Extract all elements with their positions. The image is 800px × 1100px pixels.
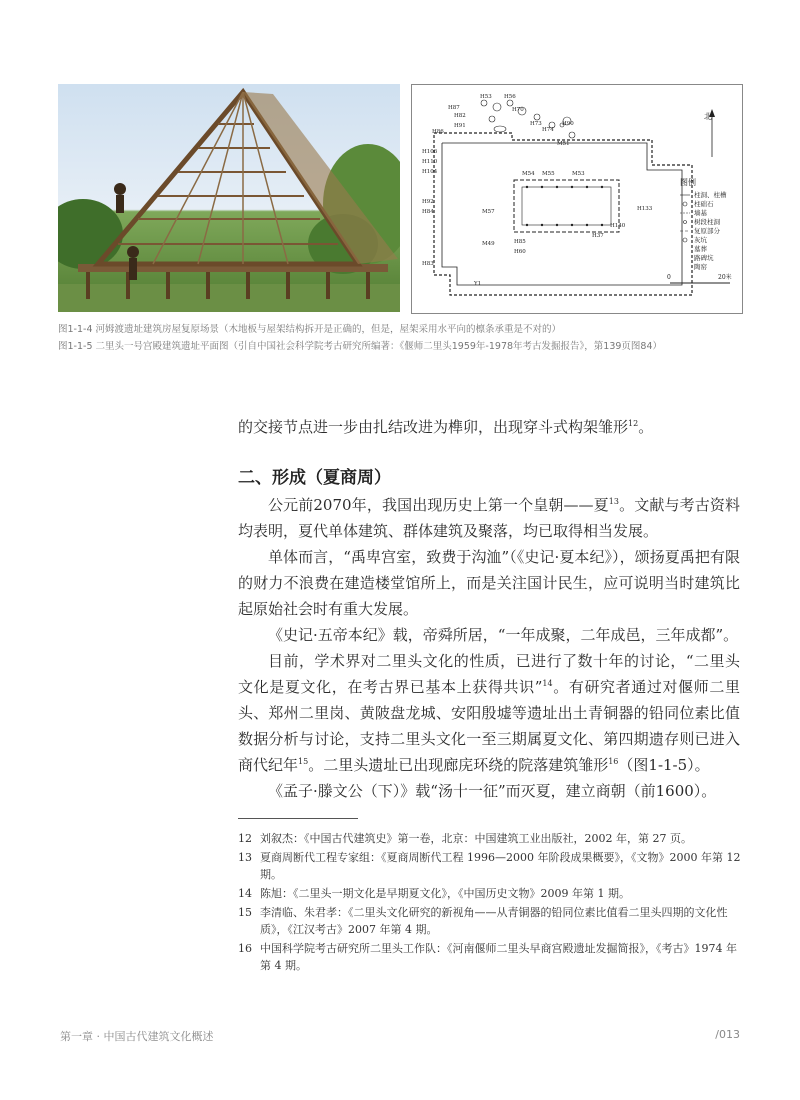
plan-label-19: H133 [637, 206, 653, 212]
plan-label-23: H60 [514, 249, 526, 255]
footnote-item [238, 849, 743, 883]
legend-item-5: 灰坑 [694, 236, 707, 244]
footnote-divider [238, 818, 358, 819]
plan-label-2: H87 [448, 105, 460, 111]
footnote-text: 陈旭：《二里头一期文化是早期夏文化》，《中国历史文物》2009 年第 1 期。 [260, 887, 630, 900]
plan-label-1: H56 [504, 94, 516, 100]
figure-captions [58, 321, 748, 355]
plan-label-9: H91 [454, 123, 466, 129]
footnote-text: 中国科学院考古研究所二里头工作队：《河南偃师二里头早商宫殿遗址发掘简报》，《考古》1974 年第 4 期。 [260, 942, 737, 972]
plan-label-25: H37 [592, 233, 604, 239]
continuation-paragraph: 的交接节点进一步由扎结改进为榫卯，出现穿斗式构架雏形$^{12}$。 [238, 418, 654, 436]
plan-label-26: H83 [422, 261, 434, 267]
footnote-number: 12 [238, 832, 252, 845]
footnote-item [238, 940, 743, 974]
footnote-item [238, 830, 743, 847]
legend-item-4: 复原部分 [694, 227, 720, 235]
plan-label-16: M53 [572, 171, 585, 177]
paragraph-2: 单体而言，“禹卑宫室，致费于沟洫”（《史记·夏本纪》），颂扬夏禹把有限的财力不浪费在建造楼堂馆所上，而是关注国计民生，应可说明当时建筑比起原始社会时有重大发展。 [238, 548, 740, 618]
legend-item-3: 树段柱洞 [694, 218, 720, 226]
paragraph-1: 公元前2070年，我国出现历史上第一个皇朝——夏$^{13}$。文献与考古资料均表明，夏代单体建筑、群体建筑及聚落，均已取得相当发展。 [238, 496, 740, 540]
plan-label-12: H106 [422, 149, 438, 155]
plan-label-4: H82 [454, 113, 466, 119]
plan-label-3: H70 [512, 107, 524, 113]
plan-label-13: H110 [422, 159, 438, 165]
plan-label-8: H86 [432, 129, 444, 135]
continuation-text: 的交接节点进一步由扎结改进为榫卯，出现穿斗式构架雏形 [238, 418, 629, 436]
plan-label-22: H85 [514, 239, 526, 245]
footnote-ref-16[interactable]: 16 [608, 757, 619, 766]
caption-fig-1-1-5: 图1-1-5 二里头一号宫殿建筑遗址平面图（引自中国社会科学院考古研究所编著：《偃师二里头1959年-1978年考古发掘报告》，第139页图84） [58, 341, 663, 352]
north-label: 北 [704, 112, 712, 121]
footnote-item [238, 904, 743, 938]
paragraph-4: 目前，学术界对二里头文化的性质，已进行了数十年的讨论，“二里头文化是夏文化，在考古界已基本上获得共识”$^{14}$。有研究者通过对偃师二里头、郑州二里岗、黄陂盘龙城、安阳殷墟等遗址出土青铜器的铅同位素比值数据分析与讨论，支持二里头文化一至三期属夏文化、第四期遗存则已进入商代纪年$^{15}$。二里头遗址已出现廊庑环绕的院落建筑雏形$^{16}$（图1-1-5）。 [238, 652, 740, 774]
legend-item-2: 墙基 [694, 209, 707, 217]
plan-label-18: M49 [482, 241, 495, 247]
footnote-number: 13 [238, 851, 252, 864]
plan-label-27: Y1 [474, 281, 482, 287]
footnote-number: 16 [238, 942, 252, 955]
legend-item-0: 柱洞、柱槽 [694, 191, 727, 199]
paragraph-5: 《孟子·滕文公（下）》载“汤十一征”而灭夏，建立商朝（前1600）。 [268, 782, 717, 800]
plan-label-14: H104 [422, 169, 438, 175]
plan-label-6: H74 [542, 127, 554, 133]
plan-label-17: M57 [482, 209, 495, 215]
footnote-text: 李清临、朱君孝：《二里头文化研究的新视角——从青铜器的铅同位素比值看二里头四期的文化性质》，《江汉考古》2007 年第 4 期。 [260, 906, 728, 936]
plan-label-10: M54 [522, 171, 535, 177]
section-heading: 二、形成（夏商周） [238, 468, 391, 488]
paragraph-3: 《史记·五帝本纪》载，帝舜所居，“一年成聚，二年成邑，三年成都”。 [268, 626, 739, 644]
footnote-text: 夏商周断代工程专家组：《夏商周断代工程 1996—2000 年阶段成果概要》，《文物》2000 年第 12 期。 [260, 851, 741, 881]
plan-label-21: H92 [422, 199, 434, 205]
page-number: /013 [715, 1028, 740, 1041]
footnote-text: 刘叙杰：《中国古代建筑史》第一卷，北京：中国建筑工业出版社，2002 年，第 27 页。 [260, 832, 692, 845]
plan-label-7: H90 [562, 121, 574, 127]
legend-item-8: 陶窑 [694, 263, 707, 271]
footnote-ref-15[interactable]: 15 [298, 757, 309, 766]
plan-label-20: H84 [422, 209, 434, 215]
footnote-ref-12[interactable]: 12 [628, 419, 639, 428]
footnote-number: 14 [238, 887, 252, 900]
plan-label-5: H73 [530, 121, 542, 127]
caption-fig-1-1-4: 图1-1-4 河姆渡遗址建筑房屋复原场景（木地板与屋架结构拆开是正确的，但是，屋架采用水平向的檩条承重是不对的） [58, 324, 562, 335]
footnotes [238, 830, 743, 976]
site-plan-drawing [412, 85, 742, 313]
legend-title: 图例 [680, 178, 696, 187]
footnote-ref-14[interactable]: 14 [542, 679, 553, 688]
plan-label-0: H53 [480, 94, 492, 100]
legend-item-6: 墓葬 [694, 245, 707, 253]
plan-label-24: H140 [610, 223, 626, 229]
hemudu-reconstruction-photo [58, 84, 400, 312]
plan-label-11: M51 [557, 141, 570, 147]
footnote-ref-13[interactable]: 13 [608, 497, 619, 506]
hemudu-photo-illustration [58, 84, 400, 312]
footnote-number: 15 [238, 906, 252, 919]
legend-item-1: 柱础石 [694, 200, 714, 208]
body-text [238, 492, 740, 804]
plan-label-15: M55 [542, 171, 555, 177]
chapter-footer: 第一章 · 中国古代建筑文化概述 [60, 1030, 214, 1043]
scale-label: 20米 [718, 274, 732, 281]
scale-zero: 0 [667, 274, 671, 281]
legend-item-7: 路碑坑 [694, 254, 714, 262]
footnote-item [238, 885, 743, 902]
erlitou-site-plan [411, 84, 743, 314]
